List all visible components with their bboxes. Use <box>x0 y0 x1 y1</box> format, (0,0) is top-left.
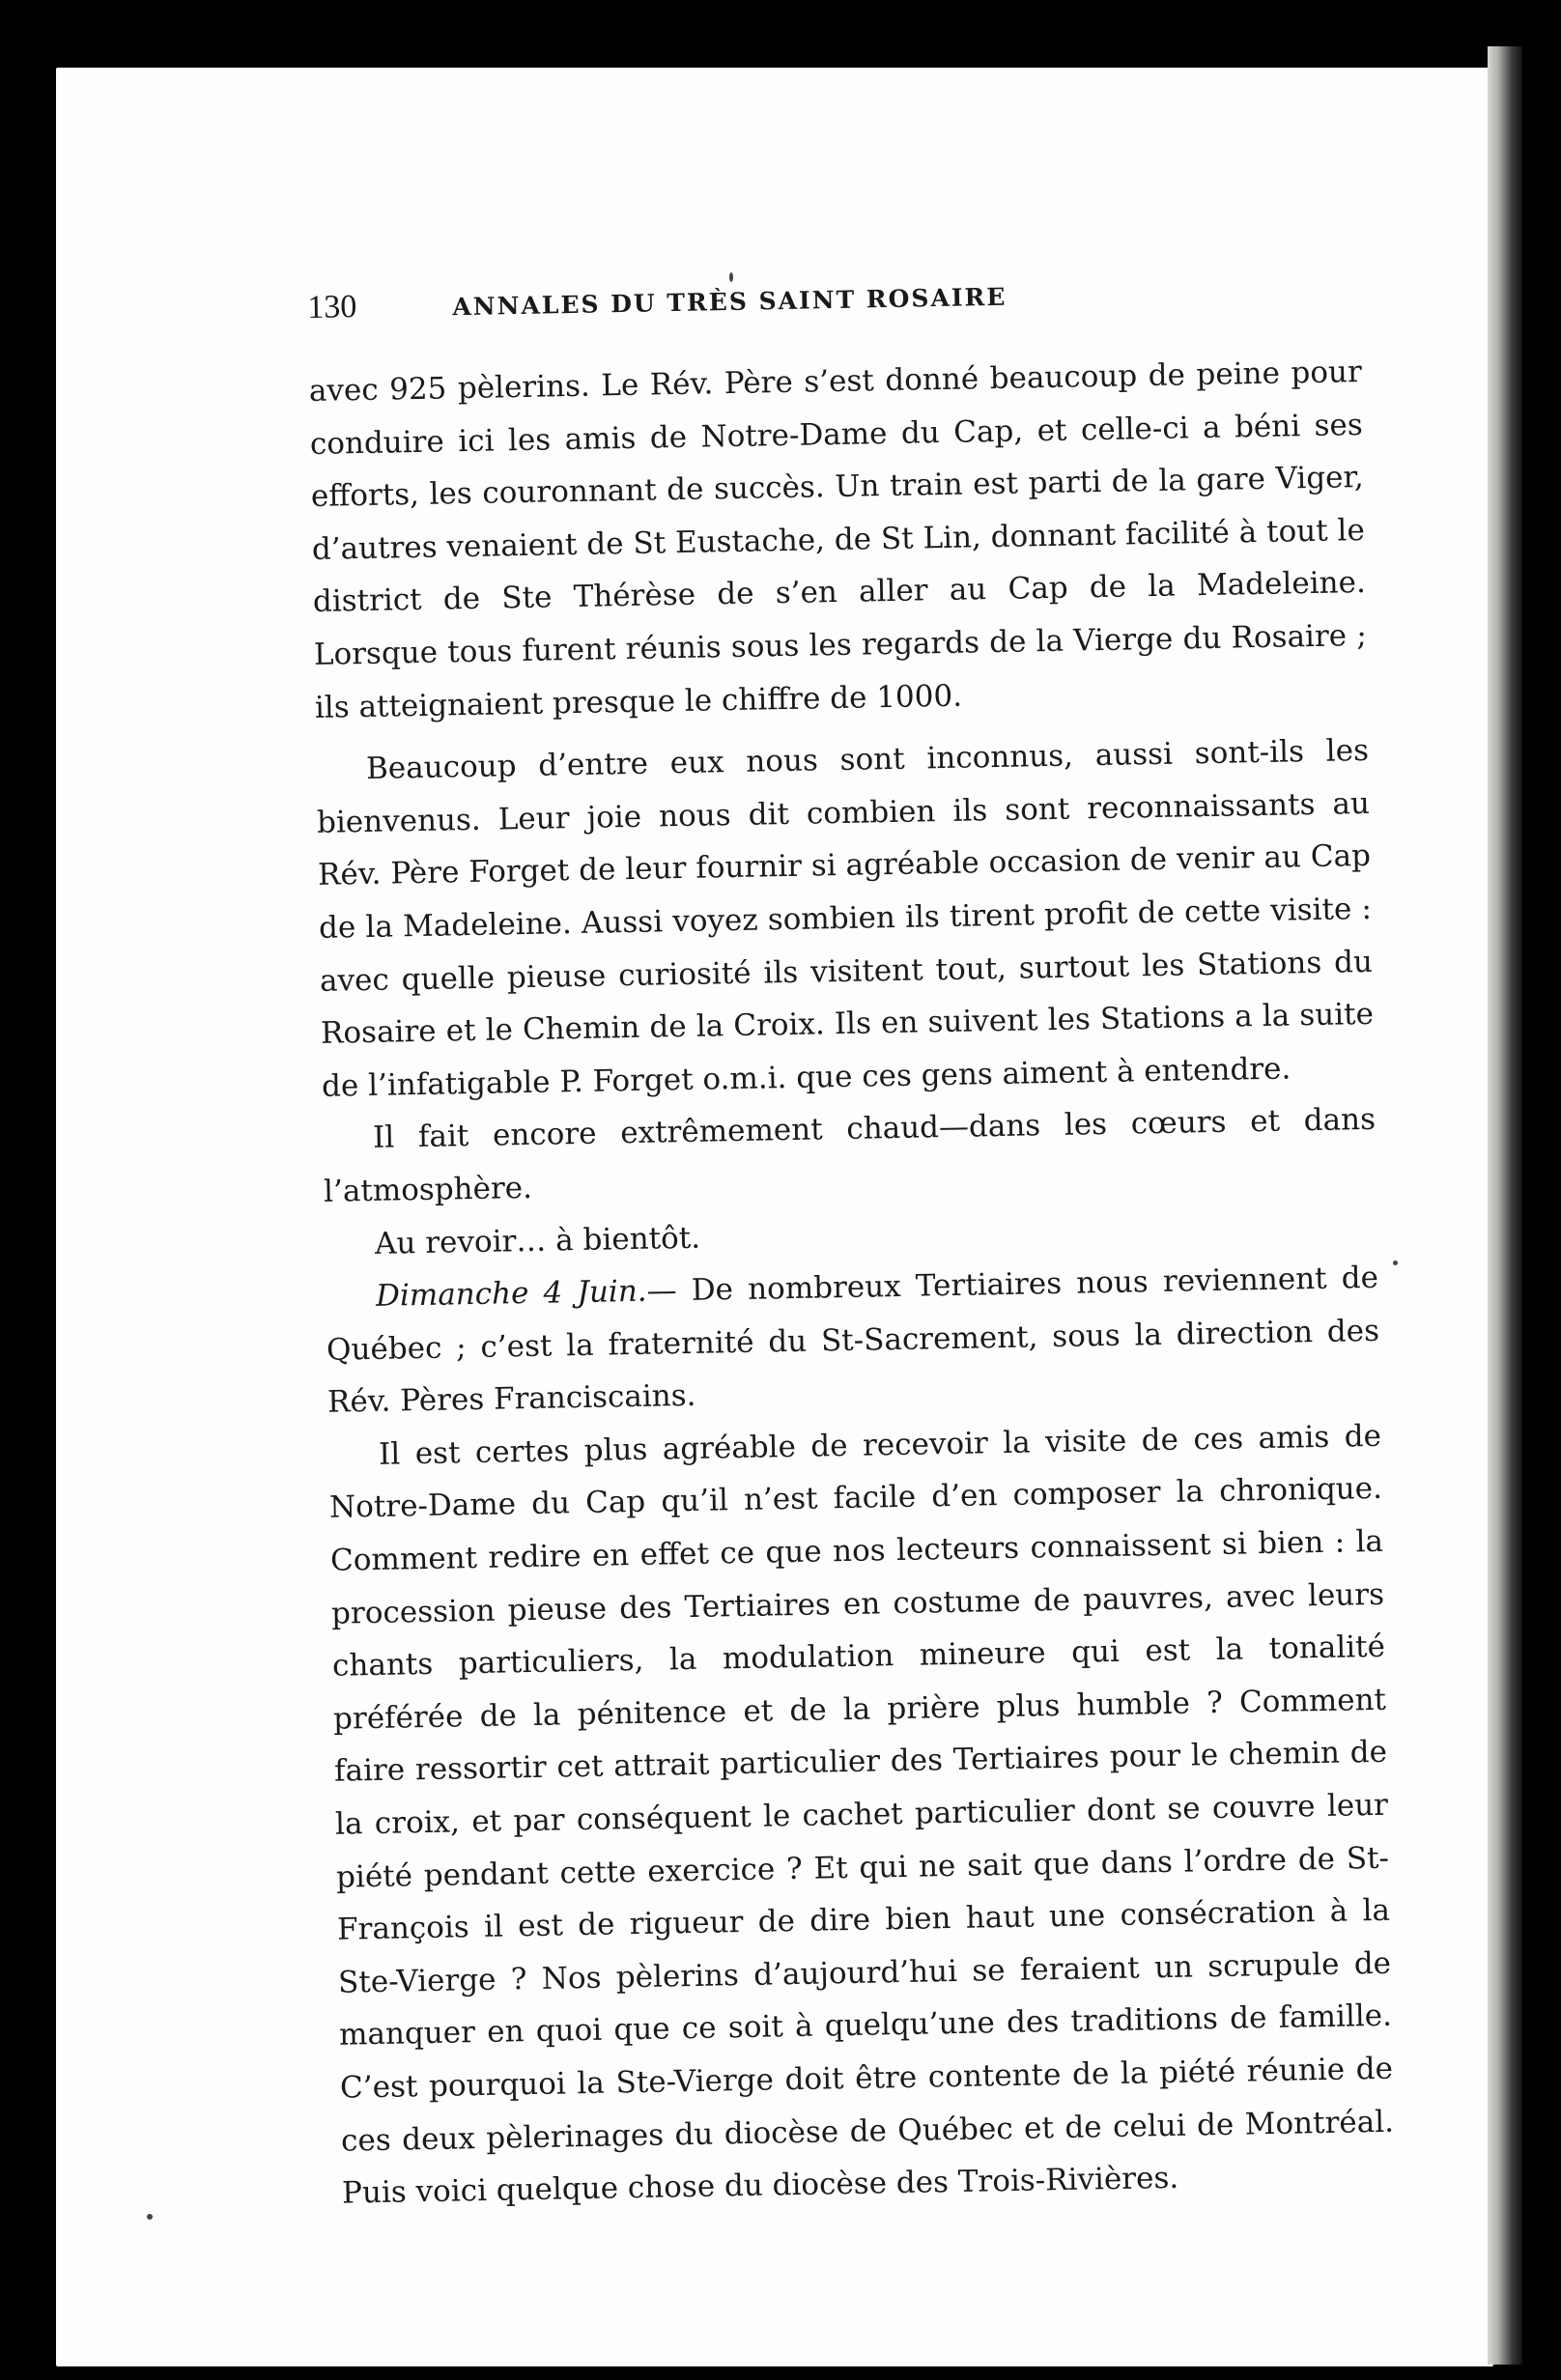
paragraph: avec 925 pèlerins. Le Rév. Père s’est donné beaucoup de peine pour conduire ici les amis de Notre-Dame du Cap, et celle-ci a béni ses efforts, les couronnant de succès. Un train est parti de la gare Viger, d’autres venaient de St Eustache, de St Lin, donnant facilité à tout le district de Ste Thérèse de s’en aller au Cap de la Madeleine. Lorsque tous furent réunis sous les regards de la Vierge du Rosaire ; ils atteignaient presque le chiffre de 1000. <box>308 354 1368 725</box>
paragraph: Il est certes plus agréable de recevoir la visite de ces amis de Notre-Dame du Cap qu’il n’est facile d’en composer la chronique. Comment redire en effet ce que nos lecteurs connaissent si bien : la procession pieuse des Tertiaires en costume de pauvres, avec leurs chants particuliers, la modulation mineure qui est la tonalité préférée de la pénitence et de la prière plus humble ? Comment faire ressortir cet attrait particulier des Tertiaires pour le chemin de la croix, et par conséquent le cachet particulier dont se couvre leur piété pendant cette exercice ? Et qui ne sait que dans l’ordre de St-François il est de rigueur de dire bien haut une consécration à la Ste-Vierge ? Nos pèlerins d’aujourd’hui se feraient un scrupule de manquer en quoi que ce soit à quelqu’une des traditions de famille. C’est pourquoi la Ste-Vierge doit être contente de la piété réunie de ces deux pèlerinages du diocèse de Québec et de celui de Montréal. Puis voici quelque chose du diocèse des Trois-Rivières. <box>328 1418 1395 2211</box>
paragraph: Beaucoup d’entre eux nous sont inconnus, aussi sont-ils les bienvenus. Leur joie nous dit combien ils sont reconnaissants au Rév. Père Forget de leur fournir si agréable occasion de venir au Cap de la Madeleine. Aussi voyez sombien ils tirent profit de cette visite : avec quelle pieuse curiosité ils visitent tout, surtout les Stations du Rosaire et le Chemin de la Croix. Ils en suivent les Stations a la suite de l’infatigable P. Forget o.m.i. que ces gens aiment à entendre. <box>316 733 1375 1104</box>
entry-date: Dimanche 4 Juin. <box>375 1273 647 1314</box>
book-edge <box>1488 46 1522 2365</box>
paragraph: Au revoir… à bientôt. <box>374 1220 701 1261</box>
running-title: ANNALES DU TRÈS SAINT ROSAIRE <box>452 282 1008 322</box>
paragraph: Il fait encore extrêmement chaud—dans les cœurs et dans l’atmosphère. <box>323 1102 1377 1209</box>
page-text-block <box>307 270 1395 2220</box>
entry-text: — De nombreux Tertiaires nous reviennent de Québec ; c’est la fraternité du St-Sacrement, sous la direction des Rév. Pères Franciscains. <box>326 1260 1380 1421</box>
ink-speck <box>1393 1261 1398 1265</box>
paragraph-dated <box>326 1252 1381 1430</box>
ink-speck <box>147 2214 153 2220</box>
ink-speck <box>729 272 733 282</box>
page-number: 130 <box>307 289 357 326</box>
